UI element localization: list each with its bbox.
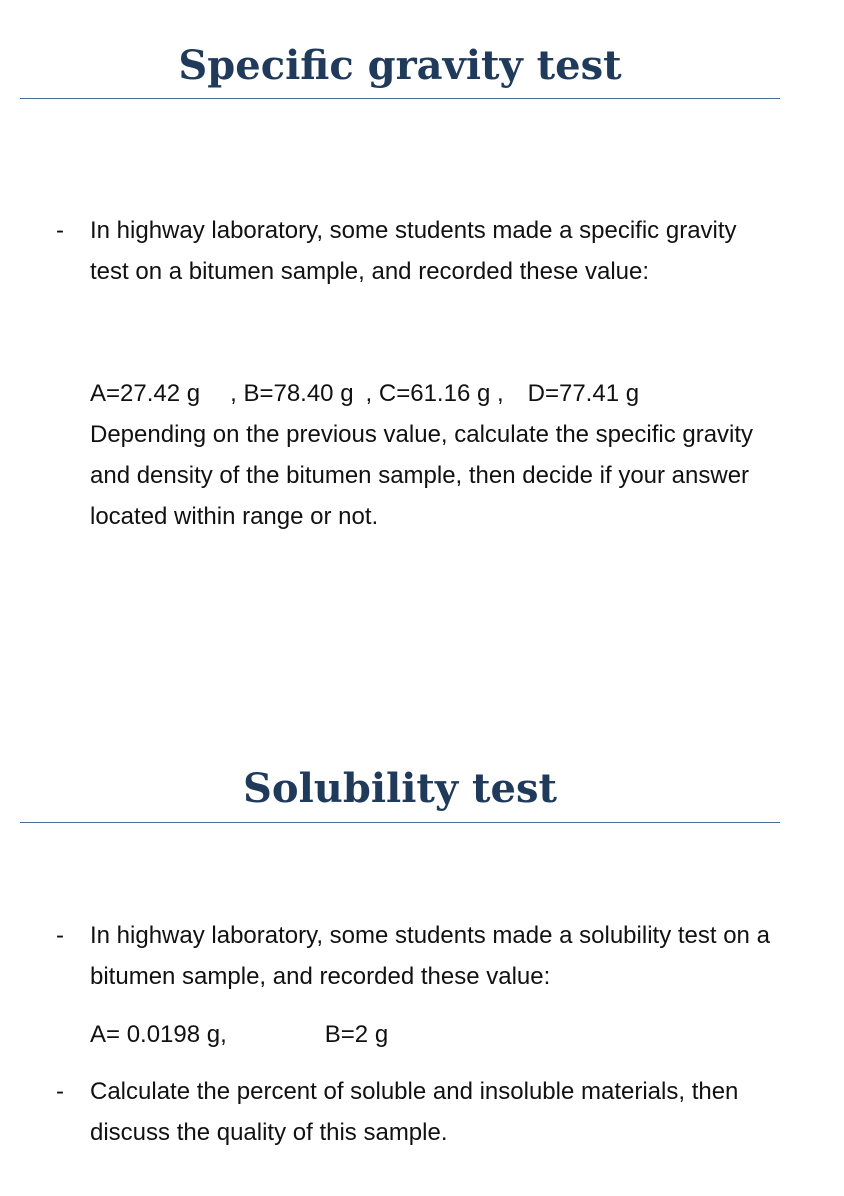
specific-gravity-intro-text: In highway laboratory, some students made a specific gravity test on a bitumen sample, and recorded these value: [90, 217, 737, 285]
bullet-dash: - [56, 922, 64, 949]
value-b: B=2 g [324, 1021, 389, 1048]
specific-gravity-intro-item [56, 210, 776, 292]
heading-underline [20, 98, 780, 99]
solubility-intro-item [56, 915, 776, 997]
value-d: D=77.41 g [527, 380, 640, 407]
solubility-question-text: Calculate the percent of soluble and insoluble materials, then discuss the quality of this sample. [90, 1078, 739, 1146]
specific-gravity-heading: Specific gravity test [178, 42, 622, 89]
value-a: A=27.42 g [90, 380, 201, 407]
bullet-dash: - [56, 1078, 64, 1105]
solubility-heading: Solubility test [243, 765, 557, 812]
solubility-question-item [56, 1071, 776, 1153]
heading-underline [20, 822, 780, 823]
specific-gravity-values [90, 373, 780, 414]
solubility-intro-text: In highway laboratory, some students made a solubility test on a bitumen sample, and recorded these value: [90, 922, 770, 990]
bullet-dash: - [56, 217, 64, 244]
specific-gravity-question: Depending on the previous value, calculate the specific gravity and density of the bitumen sample, then decide if your answer located within range or not. [90, 421, 754, 530]
solubility-values [90, 1014, 780, 1055]
value-b: , B=78.40 g [230, 380, 354, 407]
value-a: A= 0.0198 g, [90, 1021, 227, 1048]
value-c: , C=61.16 g , [365, 380, 504, 407]
